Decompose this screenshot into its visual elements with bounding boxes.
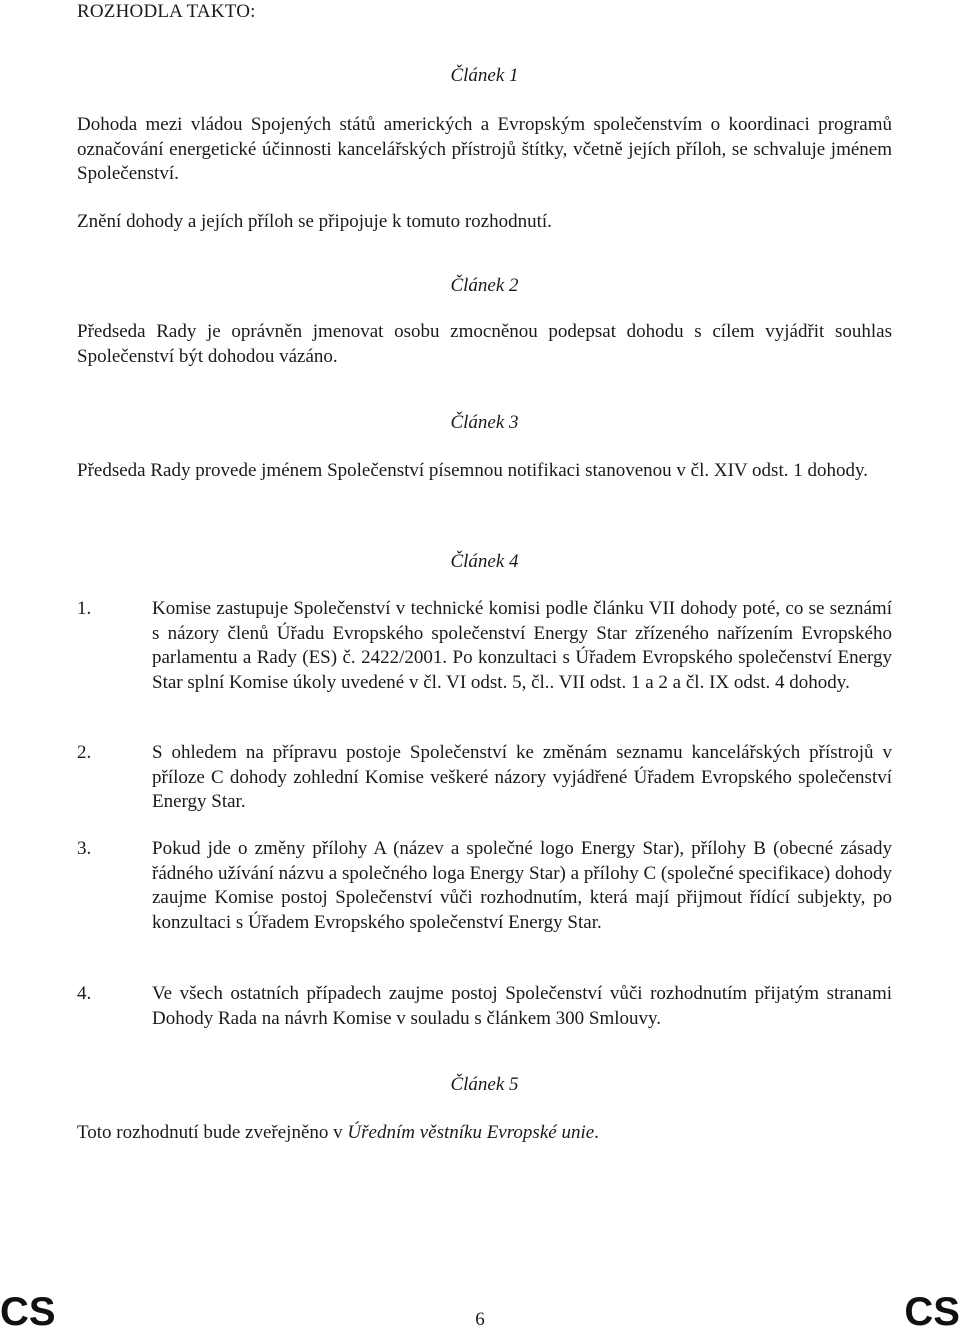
article-4-item [77, 982, 892, 1031]
item-number: 1. [77, 598, 92, 619]
item-number: 2. [77, 742, 92, 763]
item-number: 4. [77, 983, 92, 1004]
item-text: Komise zastupuje Společenství v technické komisi podle článku VII dohody poté, co se seznámí s názory členů Úřadu Evropského společenství Energy Star zřízeného nařízením Evropského parlamentu a Rady (ES) č. 2422/2001. Po konzultaci s Úřadem Evropského společenství Energy Star splní Komise úkoly uvedené v čl. VI odst. 5, čl.. VII odst. 1 a 2 a čl. IX odst. 4 dohody. [152, 598, 892, 693]
item-text: Ve všech ostatních případech zaujme postoj Společenství vůči rozhodnutím přijatým stranami Dohody Rada na návrh Komise v souladu s článkem 300 Smlouvy. [152, 983, 892, 1029]
article-3-title: Článek 3 [450, 412, 519, 433]
article-5-title: Článek 5 [450, 1074, 519, 1095]
article-4-item [77, 597, 892, 695]
item-text: Pokud jde o změny přílohy A (název a společné logo Energy Star), přílohy B (obecné zásady řádného užívání názvu a společného loga Energy Star) a přílohy C (společné specifikace) dohody zaujme Komise postoj Společenství vůči rozhodnutím, která mají přijmout řídící subjekty, po konzultaci s Úřadem Evropského společenství Energy Star. [152, 838, 892, 933]
article-3-paragraph-1: Předseda Rady provede jménem Společenství písemnou notifikaci stanovenou v čl. XIV odst. 1 dohody. [77, 460, 868, 481]
decision-heading: ROZHODLA TAKTO: [77, 1, 256, 22]
sentence-end: . [594, 1122, 599, 1143]
page-number: 6 [475, 1309, 485, 1330]
publication-text: Toto rozhodnutí bude zveřejněno v [77, 1122, 348, 1143]
article-4-item [77, 741, 892, 815]
article-4-title: Článek 4 [450, 551, 519, 572]
article-5-paragraph-1 [77, 1121, 892, 1146]
article-1-paragraph-2: Znění dohody a jejích příloh se připojuje k tomuto rozhodnutí. [77, 211, 552, 232]
language-code-right: CS [904, 1290, 960, 1334]
article-1-title: Článek 1 [450, 65, 519, 86]
language-code-left: CS [0, 1290, 56, 1334]
official-journal-title: Úředním věstníku Evropské unie [347, 1122, 595, 1143]
article-2-title: Článek 2 [450, 275, 519, 296]
article-4-item [77, 837, 892, 935]
item-text: S ohledem na přípravu postoje Společenství ke změnám seznamu kancelářských přístrojů v příloze C dohody zohlední Komise veškeré názory vyjádřené Úřadem Evropského společenství Energy Star. [152, 742, 892, 812]
article-2-paragraph-1: Předseda Rady je oprávněn jmenovat osobu zmocněnou podepsat dohodu s cílem vyjádřit souhlas Společenství být dohodou vázáno. [77, 321, 892, 367]
article-1-paragraph-1: Dohoda mezi vládou Spojených států amerických a Evropským společenstvím o koordinaci programů označování energetické účinnosti kancelářských přístrojů štítky, včetně jejích příloh, se schvaluje jménem Společenství. [77, 114, 892, 184]
item-number: 3. [77, 838, 92, 859]
